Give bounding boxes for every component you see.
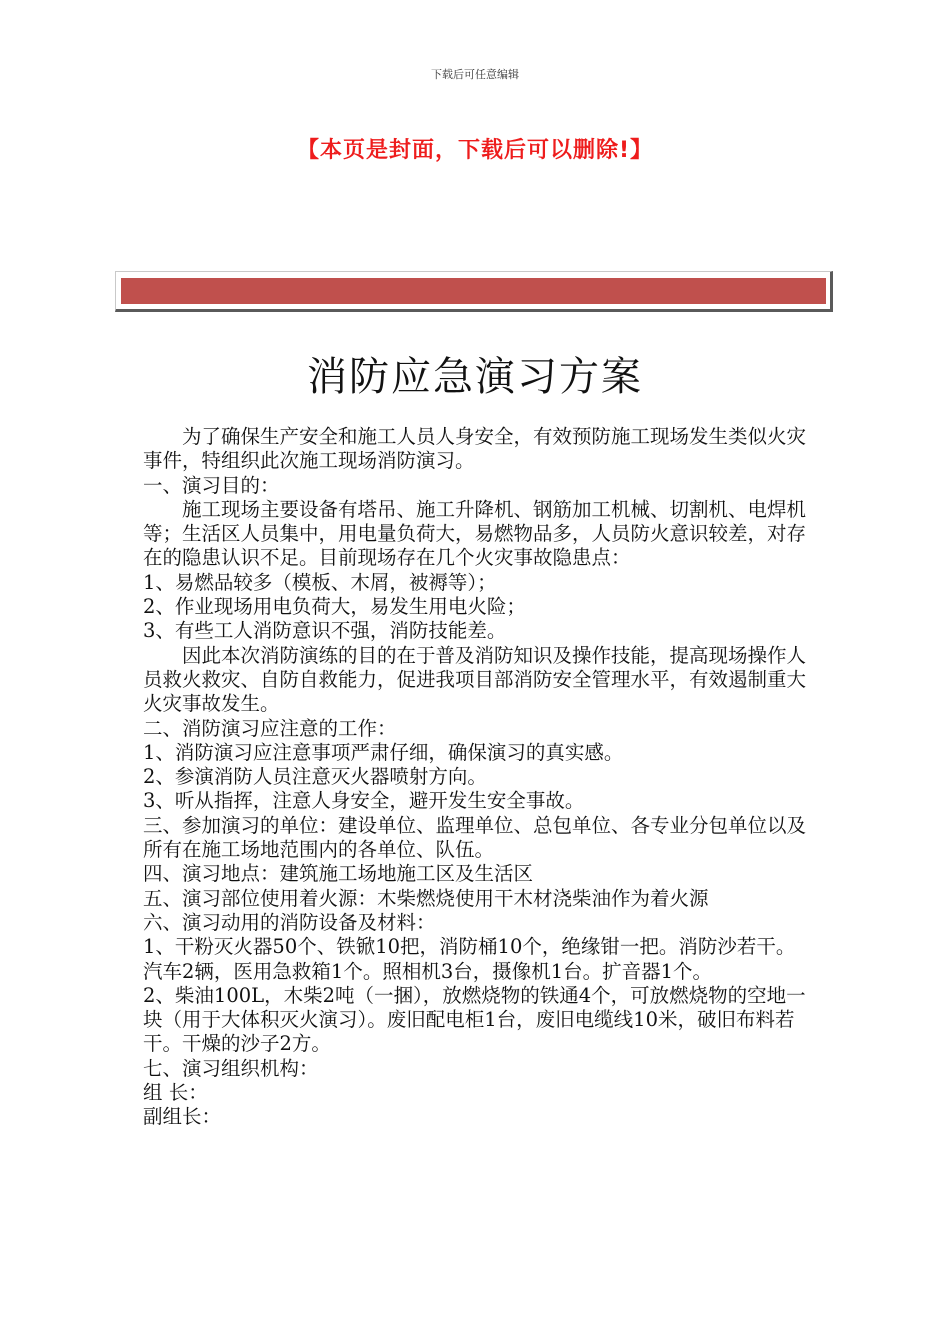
paragraph: 2、柴油100L，木柴2吨（一捆），放燃烧物的铁通4个，可放燃烧物的空地一块（用于大体积灭火演习）。废旧配电柜1台，废旧电缆线10米，破旧布料若干。干燥的沙子2方。 (143, 983, 806, 1056)
paragraph: 1、易燃品较多（模板、木屑，被褥等）； (143, 570, 497, 594)
paragraph: 一、演习目的： (143, 473, 280, 497)
document-title: 消防应急演习方案 (307, 354, 643, 400)
paragraph: 2、参演消防人员注意灭火器喷射方向。 (143, 765, 487, 789)
paragraph: 副组长： (143, 1105, 222, 1129)
paragraph: 六、演习动用的消防设备及材料： (143, 910, 436, 934)
paragraph: 因此本次消防演练的目的在于普及消防知识及操作技能，提高现场操作人员救火救灾、自防自救能力，促进我项目部消防安全管理水平，有效遏制重大火灾事故发生。 (143, 643, 807, 716)
paragraph: 3、有些工人消防意识不强，消防技能差。 (143, 619, 507, 643)
paragraph: 三、参加演习的单位：建设单位、监理单位、总包单位、各专业分包单位以及所有在施工场地范围内的各单位、队伍。 (143, 813, 807, 862)
banner-bar (121, 278, 826, 304)
paragraph: 施工现场主要设备有塔吊、施工升降机、钢筋加工机械、切割机、电焊机等；生活区人员集中，用电量负荷大，易燃物品多，人员防火意识较差，对存在的隐患认识不足。目前现场存在几个火灾事故隐患点： (143, 497, 807, 570)
paragraph: 二、消防演习应注意的工作： (143, 716, 397, 740)
decorative-banner (115, 271, 833, 312)
paragraph: 1、干粉灭火器50个、铁锨10把，消防桶10个，绝缘钳一把。消防沙若干。汽车2辆，医用急救箱1个。照相机3台，摄像机1台。扩音器1个。 (143, 935, 796, 983)
header-note: 下载后可任意编辑 (431, 68, 519, 81)
paragraph: 四、演习地点：建筑施工场地施工区及生活区 (143, 862, 534, 886)
cover-notice: 【本页是封面，下载后可以删除!】 (296, 138, 654, 163)
paragraph: 七、演习组织机构： (143, 1056, 319, 1080)
paragraph: 为了确保生产安全和施工人员人身安全，有效预防施工现场发生类似火灾事件，特组织此次施工现场消防演习。 (143, 425, 807, 473)
paragraph: 3、听从指挥，注意人身安全，避开发生安全事故。 (143, 789, 585, 813)
paragraph: 2、作业现场用电负荷大，易发生用电火险； (143, 595, 526, 619)
paragraph: 五、演习部位使用着火源：木柴燃烧使用干木材浇柴油作为着火源 (143, 886, 709, 910)
paragraph: 组 长： (143, 1081, 208, 1105)
paragraph: 1、消防演习应注意事项严肃仔细，确保演习的真实感。 (143, 740, 624, 764)
document-body (143, 425, 808, 1130)
